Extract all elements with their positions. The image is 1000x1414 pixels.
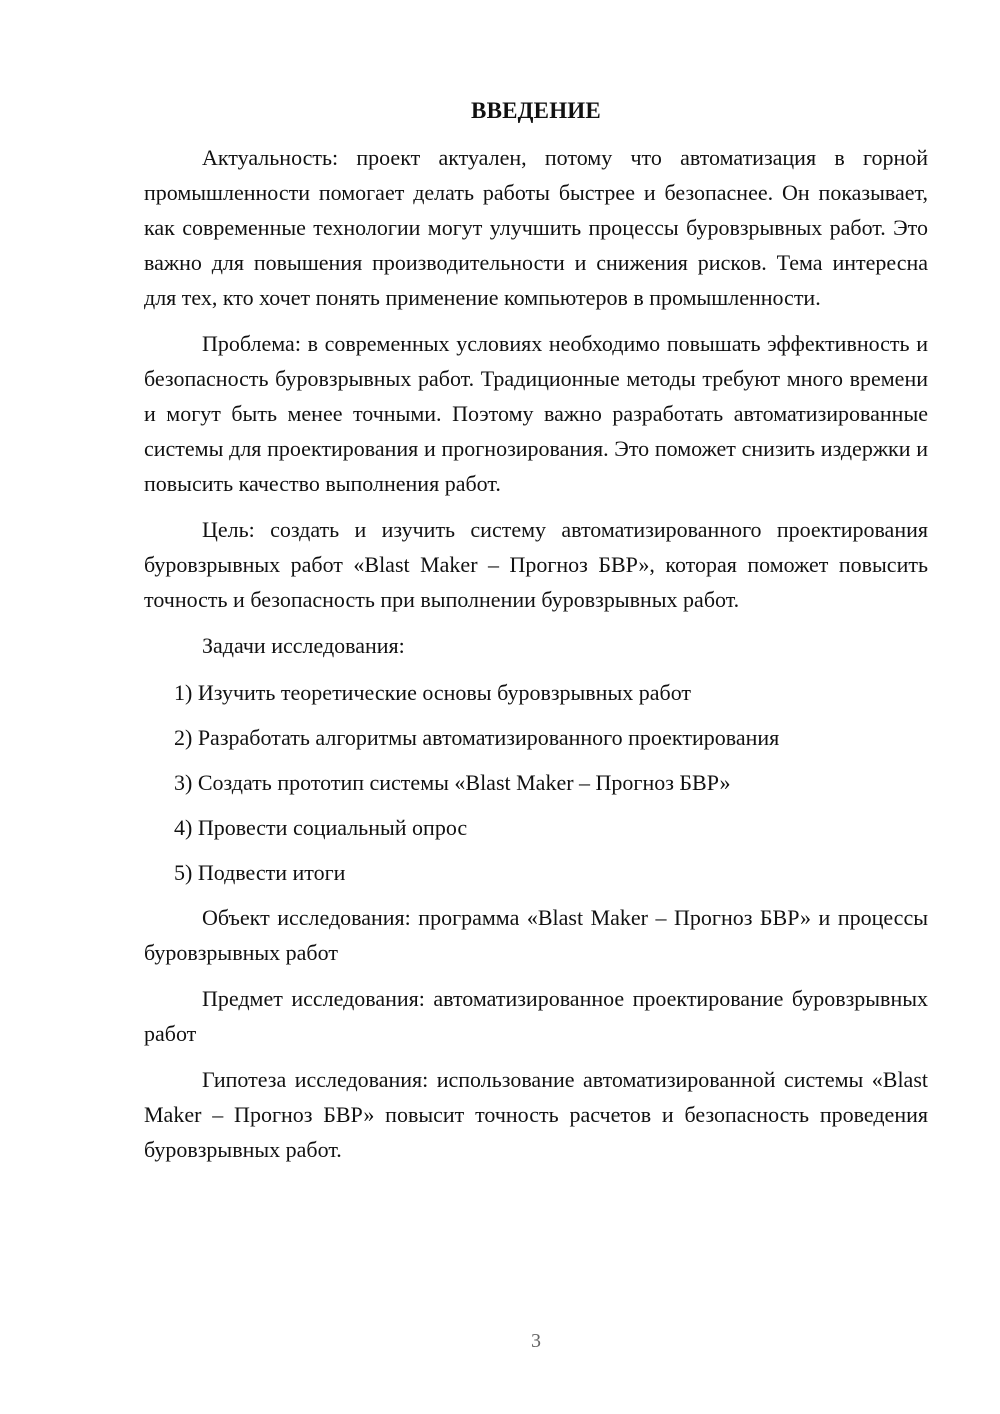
- object-paragraph: Объект исследования: программа «Blast Maker – Прогноз БВР» и процессы буровзрывных работ: [144, 905, 928, 965]
- task-item: 1) Изучить теоретические основы буровзрывных работ: [174, 680, 692, 705]
- subject-paragraph: Предмет исследования: автоматизированное проектирование буровзрывных работ: [144, 986, 928, 1046]
- document-body: [144, 140, 928, 1178]
- tasks-heading: Задачи исследования:: [202, 633, 405, 658]
- task-item: 5) Подвести итоги: [174, 860, 346, 885]
- page-title: ВВЕДЕНИЕ: [471, 98, 601, 123]
- task-item: 3) Создать прототип системы «Blast Maker – Прогноз БВР»: [174, 770, 731, 795]
- tasks-list: [144, 675, 928, 890]
- problem-paragraph: Проблема: в современных условиях необходимо повышать эффективность и безопасность буровзрывных работ. Традиционные методы требуют много времени и могут быть менее точными. Поэтому важно разработать автоматизированные системы для проектирования и прогнозирования. Это поможет снизить издержки и повысить качество выполнения работ.: [144, 331, 928, 496]
- relevance-paragraph: Актуальность: проект актуален, потому что автоматизация в горной промышленности помогает делать работы быстрее и безопаснее. Он показывает, как современные технологии могут улучшить процессы буровзрывных работ. Это важно для повышения производительности и снижения рисков. Тема интересна для тех, кто хочет понять применение компьютеров в промышленности.: [144, 145, 928, 310]
- page-number: 3: [531, 1330, 541, 1352]
- hypothesis-paragraph: Гипотеза исследования: использование автоматизированной системы «Blast Maker – Прогноз БВР» повысит точность расчетов и безопасность проведения буровзрывных работ.: [144, 1067, 928, 1162]
- task-item: 4) Провести социальный опрос: [174, 815, 468, 840]
- goal-paragraph: Цель: создать и изучить систему автоматизированного проектирования буровзрывных работ «Blast Maker – Прогноз БВР», которая поможет повысить точность и безопасность при выполнении буровзрывных работ.: [144, 517, 928, 612]
- task-item: 2) Разработать алгоритмы автоматизированного проектирования: [174, 725, 780, 750]
